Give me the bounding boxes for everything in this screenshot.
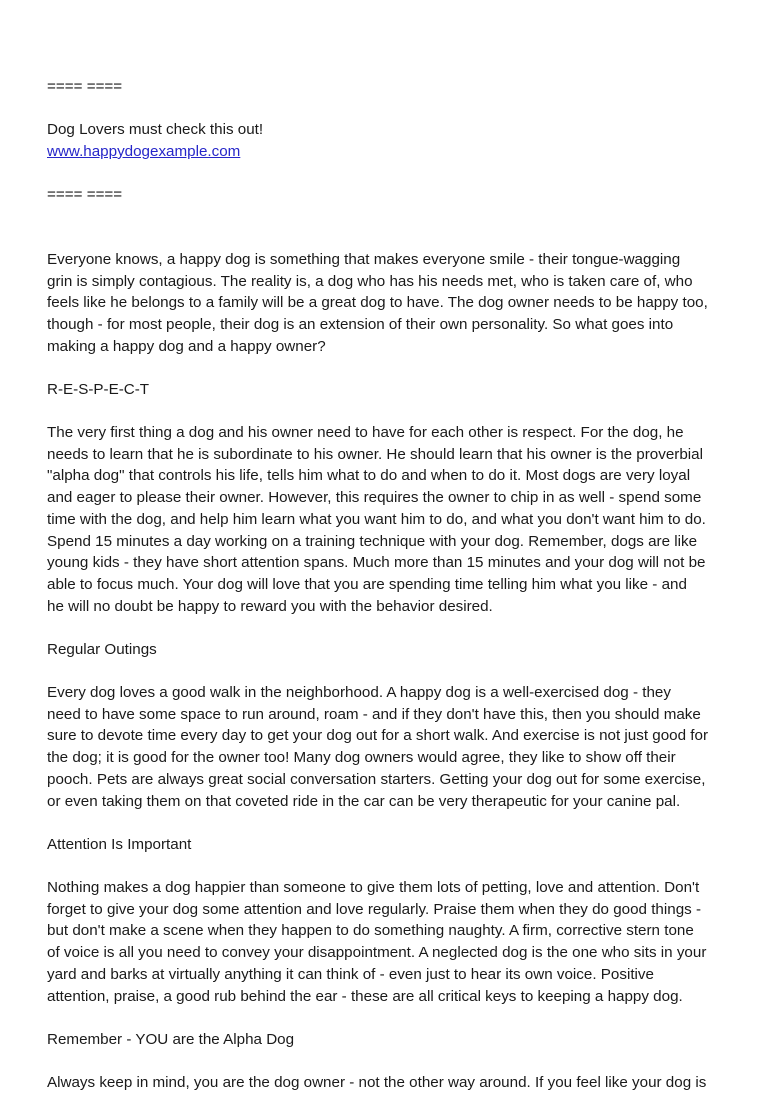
body-line: or even taking them on that coveted ride in the car can be very therapeutic for your canine pal. xyxy=(47,792,681,810)
body-line: young kids - they have short attention spans. Much more than 15 minutes and your dog will not be xyxy=(47,554,706,572)
body-line: but don't make a scene when they happen to do something naughty. A firm, corrective stern tone xyxy=(47,922,694,940)
spacer xyxy=(47,227,731,249)
body-line: time with the dog, and help him learn what you want him to do, and what you don't want him to do. xyxy=(47,510,706,528)
intro-line: making a happy dog and a happy owner? xyxy=(47,337,326,355)
section-body-respect xyxy=(47,422,731,617)
body-line: and eager to please their owner. However, this requires the owner to chip in as well - spend some xyxy=(47,489,702,507)
section-heading-respect: R-E-S-P-E-C-T xyxy=(47,380,150,398)
body-line: "alpha dog" that controls his life, tells him what to do and when to do it. Most dogs are very loyal xyxy=(47,467,691,485)
body-line: Nothing makes a dog happier than someone to give them lots of petting, love and attention. Don't xyxy=(47,878,700,896)
body-line: The very first thing a dog and his owner need to have for each other is respect. For the dog, he xyxy=(47,424,684,442)
separator-bottom: ==== ==== xyxy=(47,186,123,204)
intro-line: though - for most people, their dog is an extension of their own personality. So what goes into xyxy=(47,315,674,333)
section-body-attention xyxy=(47,877,731,1007)
intro-line: Everyone knows, a happy dog is something that makes everyone smile - their tongue-wagging xyxy=(47,250,681,268)
section-heading-alpha: Remember - YOU are the Alpha Dog xyxy=(47,1030,295,1048)
promo-link[interactable]: www.happydogexample.com xyxy=(47,142,241,160)
body-line: of voice is all you need to convey your disappointment. A neglected dog is the one who sits in your xyxy=(47,944,707,962)
promo-text: Dog Lovers must check this out! xyxy=(47,121,264,139)
body-line: Every dog loves a good walk in the neighborhood. A happy dog is a well-exercised dog - they xyxy=(47,684,671,702)
body-line: he will no doubt be happy to reward you with the behavior desired. xyxy=(47,597,493,615)
section-heading-outings: Regular Outings xyxy=(47,640,157,658)
body-line: needs to learn that he is subordinate to his owner. He should learn that his owner is the proverbial xyxy=(47,445,703,463)
body-line: forget to give your dog some attention and love regularly. Praise them when they do good things - xyxy=(47,900,702,918)
body-line: the dog; it is good for the owner too! Many dog owners would agree, they like to show off their xyxy=(47,749,676,767)
promo-block xyxy=(47,119,731,162)
intro-paragraph xyxy=(47,249,731,358)
intro-line: grin is simply contagious. The reality is, a dog who has his needs met, who is taken care of, who xyxy=(47,272,693,290)
document-page xyxy=(47,76,731,1115)
body-line: sure to devote time every day to get your dog out for a short walk. And exercise is not just good for xyxy=(47,727,709,745)
body-line: able to focus much. Your dog will love that you are spending time telling him what you like - and xyxy=(47,575,687,593)
section-heading-attention: Attention Is Important xyxy=(47,835,192,853)
body-line: yard and barks at virtually anything it can think of - even just to hear its own voice. Positive xyxy=(47,965,654,983)
body-line: Spend 15 minutes a day working on a training technique with your dog. Remember, dogs are like xyxy=(47,532,698,550)
body-line: need to have some space to run around, roam - and if they don't have this, then you should make xyxy=(47,705,701,723)
body-line: Always keep in mind, you are the dog owner - not the other way around. If you feel like your dog is xyxy=(47,1073,707,1091)
section-body-outings xyxy=(47,682,731,812)
intro-line: feels like he belongs to a family will be a great dog to have. The dog owner needs to be happy too, xyxy=(47,294,708,312)
body-line: pooch. Pets are always great social conversation starters. Getting your dog out for some exercise, xyxy=(47,770,706,788)
section-body-alpha xyxy=(47,1072,731,1094)
body-line: attention, praise, a good rub behind the ear - these are all critical keys to keeping a happy dog. xyxy=(47,987,683,1005)
separator-top: ==== ==== xyxy=(47,78,123,95)
